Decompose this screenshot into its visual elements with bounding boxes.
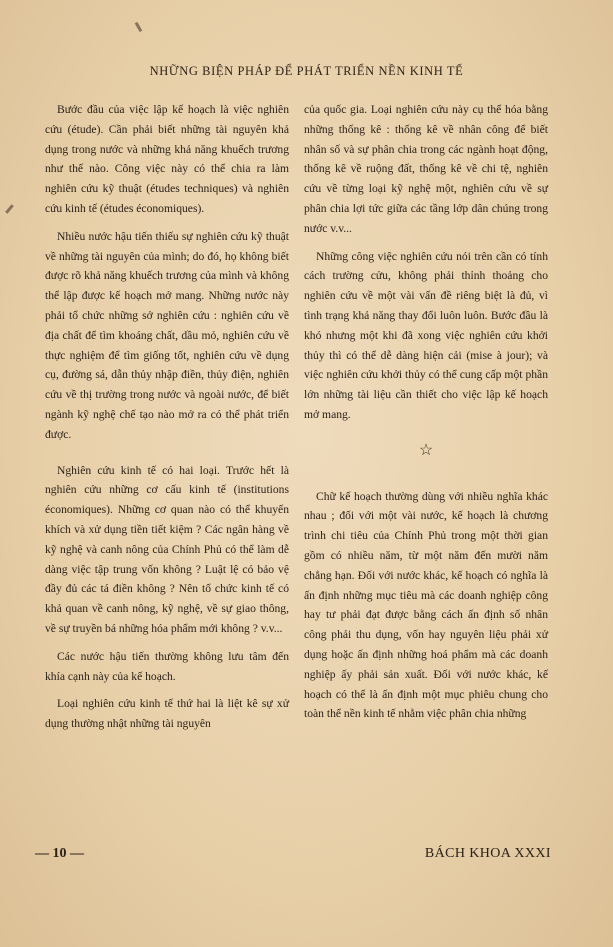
page-number: — 10 — (35, 846, 84, 861)
paragraph: Chữ kế hoạch thường dùng với nhiều nghĩa khác nhau ; đối với một vài nước, kế hoạch là chương trình chi tiêu của Chính Phủ trong một thời gian gồm có nhiều năm, từ một năm đến mười năm chẳng hạn. Đối với nước khác, kế hoạch có nghĩa là ấn định những mục tiêu mà các doanh nghiệp công hay tư phải đạt được bằng cách ấn định số nhân công phải thu dụng, vốn hay nguyên liệu phải xử dụng hoặc ấn định những hoá phẩm mà các doanh nghiệp ấy phải sản xuất. Đối với nước khác, kế hoạch có thể là ấn định một mục phiêu chung cho toàn thể nền kinh tế nhằm việc phân chia những (304, 489, 548, 721)
paragraph: Nhiều nước hậu tiến thiếu sự nghiên cứu kỹ thuật về những tài nguyên của mình; do đó, họ không biết được rõ khả năng khuếch trương của mình và không thể lập được kế hoạch mở mang. Những nước này phải tổ chức những sở nghiên cứu : nghiên cứu về địa chất để tìm khoáng chất, dầu mỏ, nghiên cứu về thực nghiệm để tìm giống tốt, nghiên cứu về dụng cụ, đường sá, dẫn thủy nhập điền, thủy điện, nghiên cứu về thị trường trong nước và ngoài nước, để biết ngành kỹ nghệ chế tạo nào mở ra có thể phát triển được. (45, 229, 289, 441)
paragraph: Loại nghiên cứu kinh tế thứ hai là liệt kê sự xử dụng thường nhật những tài nguyên (45, 697, 289, 731)
paragraph: Những công việc nghiên cứu nói trên cần có tính cách trường cửu, không phải thỉnh thoảng cho nghiên cứu về một vài vấn đề riêng biệt là đủ, vì tình trạng khả năng thay đổi luôn luôn. Bước đầu là khó nhưng một khi đã xong việc nghiên cứu khởi thủy thì có thể dễ dàng hiện cải (mise à jour); và việc nghiên cứu khởi thủy có thể cung cấp một phần lớn những tài liệu cần thiết cho việc lập kế hoạch mở mang. (304, 249, 548, 421)
paragraph: Nghiên cứu kinh tế có hai loại. Trước hết là nghiên cứu những cơ cấu kinh tế (institutions économiques). Những cơ quan nào có thể khuyến khích và xử dụng tiền tiết kiệm ? Các ngân hàng về kỹ nghệ và canh nông của Chính Phủ có thể làm dễ dàng việc tập trung vốn không ? Luật lệ có bảo vệ đầy đủ các tá điền không ? Nên tổ chức kinh tế có khả quan về canh nông, kỹ nghệ, về sự giao thông, về sự truyền bá những hóa phẩm mới không ? v.v... (45, 463, 289, 635)
paragraph: Các nước hậu tiến thường không lưu tâm đến khía cạnh này của kế hoạch. (45, 649, 289, 683)
right-column (304, 100, 548, 732)
paragraph: của quốc gia. Loại nghiên cứu này cụ thể hóa bằng những thống kê : thống kê về nhân công để biết nhân số và sự phân chia trong các ngành hoạt động, thống kê về ruộng đất, thống kê về chi tệ, nghiên cứu về từng loại kỹ nghệ một, nghiên cứu về sự phân chia lợi tức giữa các tầng lớp dân chúng trong nước v.v... (304, 103, 548, 235)
running-header: NHỮNG BIỆN PHÁP ĐỂ PHÁT TRIỂN NỀN KINH TẾ (149, 64, 464, 78)
ink-speck (135, 22, 143, 32)
left-column (45, 100, 289, 742)
paragraph: Bước đầu của việc lập kế hoạch là việc nghiên cứu (étude). Cần phải biết những tài nguyên khả dụng trong nước và những khả năng khuếch trương như thế nào. Công việc này có thể chia ra làm nghiên cứu kỹ thuật (études techniques) và nghiên cứu kinh tế (études économiques). (45, 103, 289, 215)
ink-speck (5, 204, 14, 214)
star-separator-icon: ☆ (418, 441, 434, 459)
publication-name: BÁCH KHOA XXXI (424, 846, 551, 861)
